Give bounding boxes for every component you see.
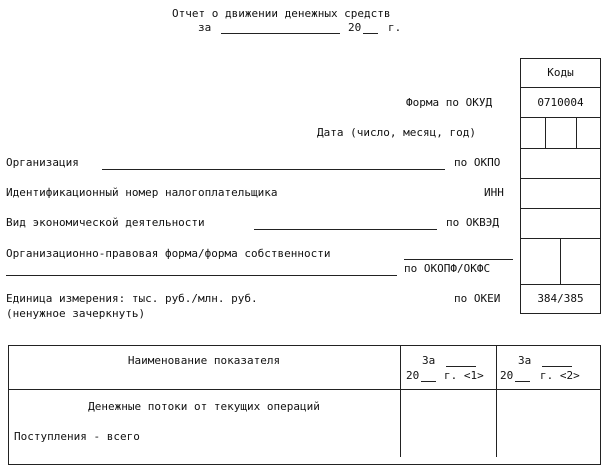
- divider: [520, 148, 601, 149]
- okved-label: по ОКВЭД: [446, 216, 499, 229]
- period-suffix: г.: [388, 21, 402, 34]
- period-year: 20: [348, 21, 362, 34]
- divider: [560, 238, 561, 284]
- report-title: Отчет о движении денежных средств: [172, 7, 391, 20]
- legal-form-label: Организационно-правовая форма/форма собственности: [6, 247, 331, 260]
- divider: [520, 178, 601, 179]
- table-divider: [496, 345, 497, 457]
- divider: [520, 284, 601, 285]
- col-name-header: Наименование показателя: [127, 354, 281, 367]
- period-prefix: за: [198, 21, 212, 34]
- col2-year: 20: [500, 369, 514, 382]
- legal-form-field[interactable]: [404, 259, 513, 260]
- unit-note: (ненужное зачеркнуть): [6, 307, 146, 320]
- codes-header: Коды: [547, 66, 574, 79]
- col2-top: За: [518, 354, 532, 367]
- col1-year-blank[interactable]: [421, 381, 436, 382]
- period-year-blank[interactable]: [363, 33, 378, 34]
- okud-label: Форма по ОКУД: [406, 96, 493, 109]
- okei-label: по ОКЕИ: [454, 292, 501, 305]
- col1-suffix: г. <1>: [444, 369, 484, 382]
- col2-year-blank[interactable]: [515, 381, 530, 382]
- table-row-label: Поступления - всего: [14, 430, 140, 443]
- section-heading: Денежные потоки от текущих операций: [88, 400, 320, 413]
- okud-value: 0710004: [537, 96, 584, 109]
- inn-label: Идентификационный номер налогоплательщика: [6, 186, 278, 199]
- col2-suffix: г. <2>: [540, 369, 580, 382]
- col1-top: За: [422, 354, 436, 367]
- divider: [520, 87, 601, 88]
- divider: [545, 117, 546, 148]
- table-divider: [400, 345, 401, 457]
- date-label: Дата (число, месяц, год): [317, 126, 476, 139]
- col2-blank[interactable]: [542, 366, 572, 367]
- divider: [576, 117, 577, 148]
- unit-label: Единица измерения: тыс. руб./млн. руб.: [6, 292, 258, 305]
- organization-label: Организация: [6, 156, 79, 169]
- divider: [520, 208, 601, 209]
- activity-label: Вид экономической деятельности: [6, 216, 205, 229]
- legal-form-field-2[interactable]: [6, 275, 397, 276]
- activity-field[interactable]: [254, 229, 437, 230]
- okei-value: 384/385: [537, 292, 584, 305]
- okopf-label: по ОКОПФ/ОКФС: [404, 262, 491, 275]
- period-blank[interactable]: [221, 33, 340, 34]
- col1-year: 20: [406, 369, 420, 382]
- col1-blank[interactable]: [446, 366, 476, 367]
- inn-code-label: ИНН: [484, 186, 504, 199]
- organization-field[interactable]: [102, 169, 445, 170]
- okpo-label: по ОКПО: [454, 156, 501, 169]
- table-header-bottom: [8, 389, 601, 390]
- divider: [520, 117, 601, 118]
